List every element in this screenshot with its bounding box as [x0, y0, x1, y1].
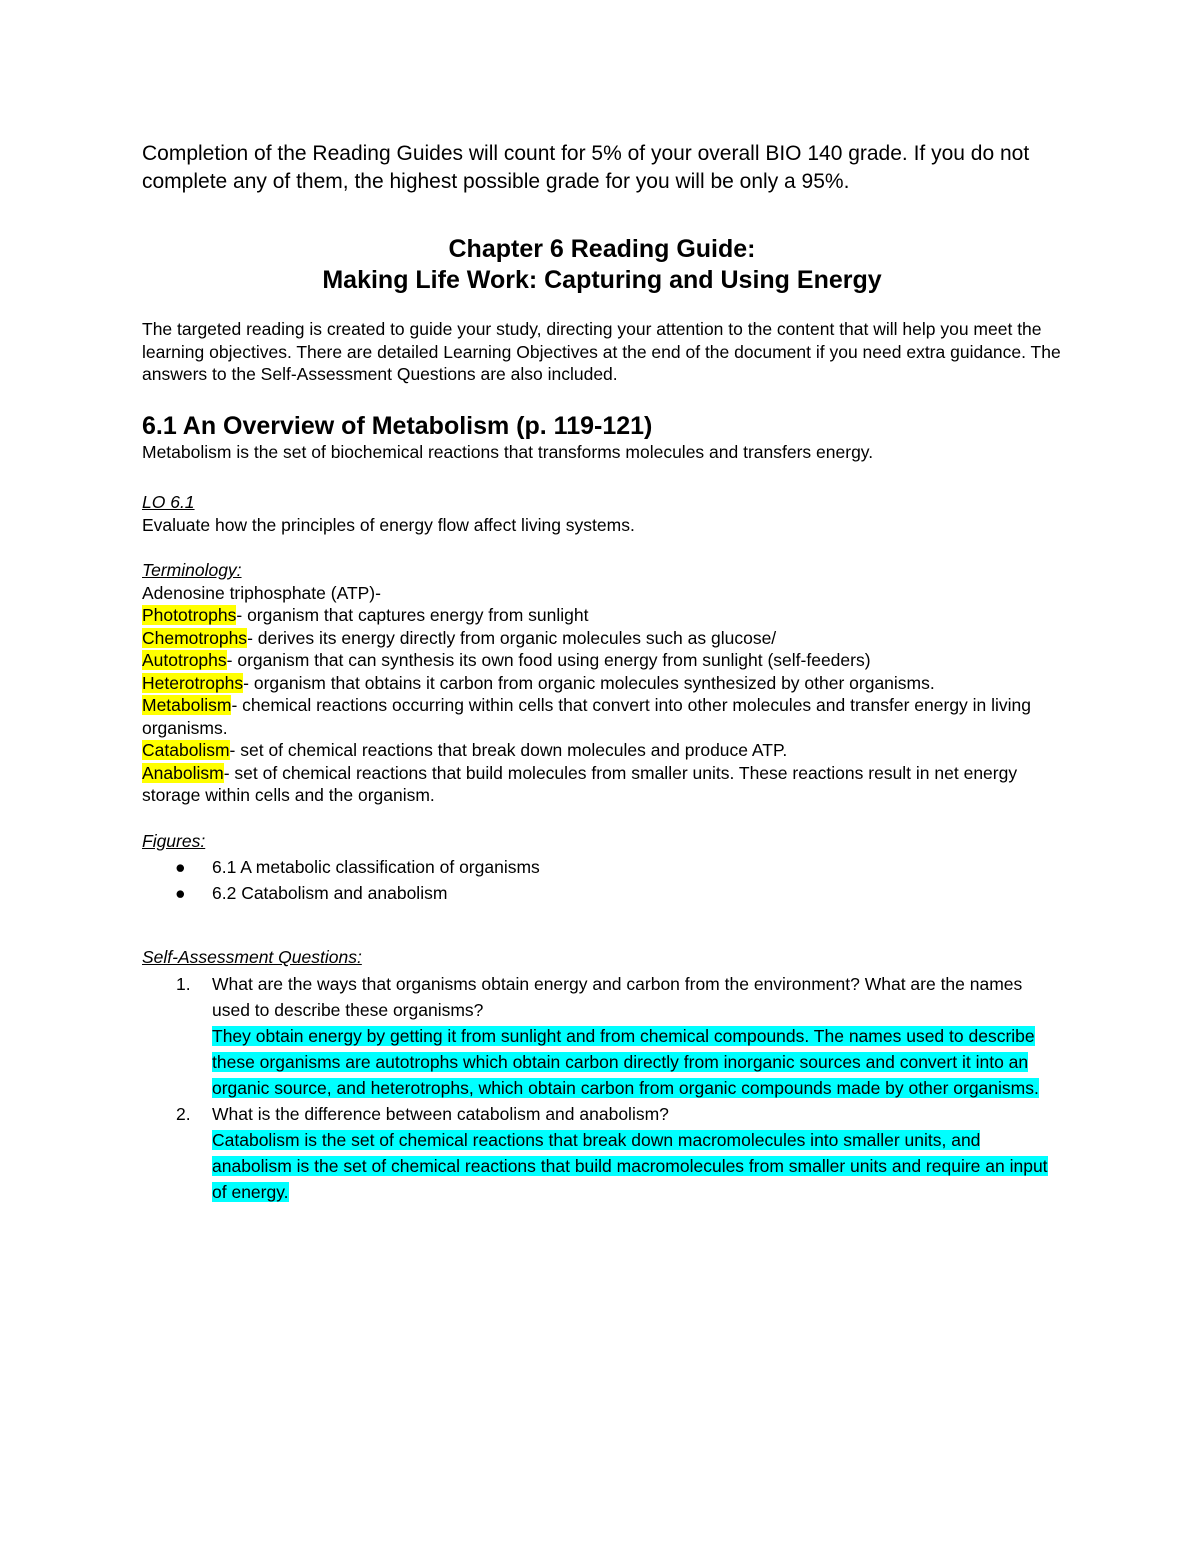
question-text: What are the ways that organisms obtain energy and carbon from the environment? What are the names used to describe these organisms? [212, 973, 1023, 1020]
question-item [142, 1101, 1062, 1205]
question-item [142, 971, 1062, 1101]
targeted-reading-paragraph: The targeted reading is created to guide your study, directing your attention to the content that will help you meet the learning objectives. There are detailed Learning Objectives at the end of the document if you need extra guidance. The answers to the Self-Assessment Questions are also included. [142, 319, 1061, 384]
question-text: What is the difference between catabolism and anabolism? [212, 1103, 669, 1124]
self-assessment-label: Self-Assessment Questions: [142, 947, 362, 967]
terminology-label: Terminology: [142, 560, 242, 580]
term-definition: - derives its energy directly from organic molecules such as glucose/ [247, 627, 777, 648]
term-item [142, 762, 1062, 807]
term-definition: - organism that obtains it carbon from organic molecules synthesized by other organisms. [243, 672, 935, 693]
intro-paragraph: Completion of the Reading Guides will count for 5% of your overall BIO 140 grade. If you do not complete any of them, the highest possible grade for you will be only a 95%. [142, 142, 1030, 193]
term-definition: - organism that can synthesis its own food using energy from sunlight (self-feeders) [226, 650, 871, 670]
figure-item: 6.2 Catabolism and anabolism [212, 883, 448, 903]
figures-label: Figures: [142, 830, 206, 851]
term-item [142, 739, 1062, 762]
term-name: Phototrophs [142, 605, 237, 625]
term-name: Catabolism [142, 740, 230, 760]
figures-list [142, 854, 1062, 906]
term-item [142, 672, 1062, 695]
term-definition: - chemical reactions occurring within cells that convert into other molecules and transfer energy in living organisms. [142, 695, 1032, 738]
term-name: Heterotrophs [142, 672, 244, 693]
answer-text: Catabolism is the set of chemical reactions that break down macromolecules into smaller units, and anabolism is the set of chemical reactions that build macromolecules from smaller units and require an input of energy. [212, 1129, 1048, 1202]
list-item [142, 854, 1062, 880]
term-name: Autotrophs [142, 650, 227, 670]
section-heading: 6.1 An Overview of Metabolism (p. 119-121) [142, 411, 653, 440]
term-name: Metabolism [142, 695, 232, 715]
lo-text: Evaluate how the principles of energy flow affect living systems. [142, 514, 635, 535]
document-page [142, 140, 1062, 1205]
term-item [142, 627, 1062, 650]
answer-block [212, 1127, 1062, 1205]
title-line-1: Chapter 6 Reading Guide: [448, 235, 756, 263]
bullet-icon: ● [175, 857, 186, 877]
question-number: 1. [176, 973, 191, 994]
term-item [142, 604, 1062, 627]
answer-block [212, 1023, 1062, 1101]
term-item [142, 649, 1062, 672]
document-title [142, 234, 1062, 296]
term-name: Chemotrophs [142, 627, 248, 648]
answer-text: They obtain energy by getting it from sunlight and from chemical compounds. The names used to describe these organisms are autotrophs which obtain carbon directly from inorganic sources and convert it into an organic source, and heterotrophs, which obtain carbon from organic compounds made by other organisms. [212, 1025, 1039, 1098]
term-definition: - set of chemical reactions that break down molecules and produce ATP. [229, 740, 788, 760]
section-summary: Metabolism is the set of biochemical reactions that transforms molecules and transfers energy. [142, 441, 874, 462]
lo-label: LO 6.1 [142, 492, 195, 512]
terminology-first: Adenosine triphosphate (ATP)- [142, 582, 381, 603]
list-item [142, 880, 1062, 906]
figure-item: 6.1 A metabolic classification of organisms [212, 857, 540, 877]
question-number: 2. [176, 1103, 191, 1124]
questions-list [142, 971, 1062, 1205]
term-definition: - organism that captures energy from sunlight [236, 605, 589, 625]
term-name: Anabolism [142, 762, 224, 783]
bullet-icon: ● [175, 883, 186, 903]
term-item [142, 694, 1062, 739]
term-definition: - set of chemical reactions that build molecules from smaller units. These reactions result in net energy storage within cells and the organism. [142, 762, 1018, 805]
title-line-2: Making Life Work: Capturing and Using Energy [322, 266, 882, 294]
